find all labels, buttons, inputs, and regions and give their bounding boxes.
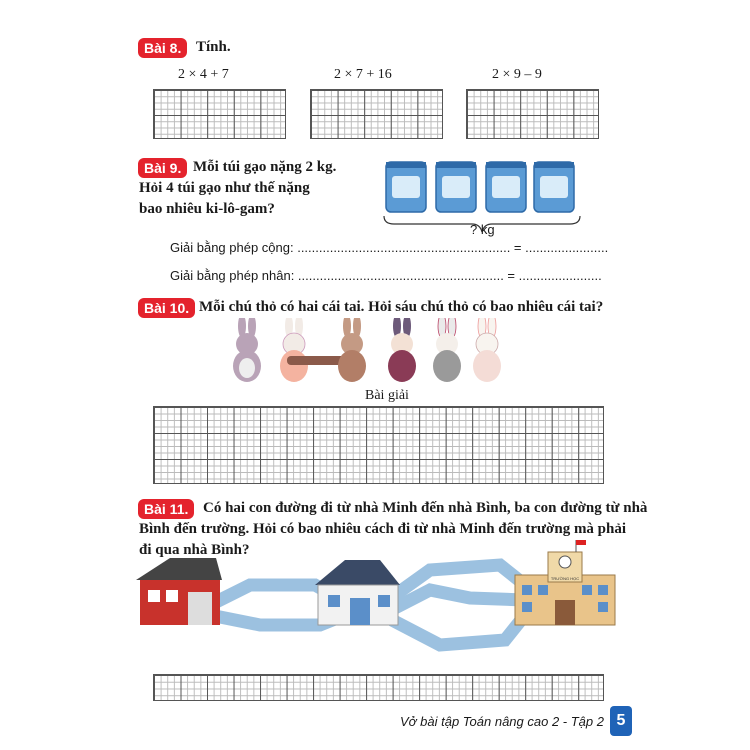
bai8-expr-1: 2 × 4 + 7: [178, 67, 229, 82]
bai11-line3: đi qua nhà Bình?: [139, 542, 250, 558]
bai9-line3: bao nhiêu ki-lô-gam?: [139, 201, 275, 217]
rabbit-icon: [388, 318, 416, 382]
bai8-grid-2[interactable]: [310, 89, 443, 139]
bai11-badge: Bài 11.: [138, 499, 194, 519]
rabbit-icon: [433, 318, 461, 382]
bai8-expr-3: 2 × 9 – 9: [492, 67, 542, 82]
minh-house-icon: [136, 558, 222, 625]
bai10-badge: Bài 10.: [138, 298, 195, 318]
bai10-question: Mỗi chú thỏ có hai cái tai. Hỏi sáu chú thỏ có bao nhiêu cái tai?: [199, 299, 604, 315]
bai8-expr-2: 2 × 7 + 16: [334, 67, 392, 82]
rabbits-illustration: [215, 318, 505, 388]
bai11-answer-grid[interactable]: [153, 674, 604, 701]
rice-bag-icon: [486, 162, 526, 212]
roads-illustration: [130, 540, 620, 665]
bai10-answer-grid[interactable]: [153, 406, 604, 484]
rabbit-icon: [280, 318, 308, 382]
rice-bag-icon: [436, 162, 476, 212]
bai11-line2: Bình đến trường. Hỏi có bao nhiêu cách đi từ nhà Minh đến trường mà phải: [139, 521, 627, 537]
rabbit-icon: [473, 318, 501, 382]
road-path: [395, 590, 525, 608]
school-icon: [515, 540, 615, 625]
footer-book-title: Vở bài tập Toán nâng cao 2 - Tập 2: [400, 714, 604, 729]
bai8-badge: Bài 8.: [138, 38, 187, 58]
bai10-solution-label: Bài giải: [365, 388, 409, 403]
road-path: [392, 615, 525, 645]
bai9-line2: Hỏi 4 túi gạo như thế nặng: [139, 180, 310, 196]
bai8-grid-1[interactable]: [153, 89, 286, 139]
school-sign: TRƯỜNG HỌC: [550, 576, 580, 581]
bai9-brace-label: ? kg: [470, 222, 495, 237]
rice-bag-icon: [386, 162, 426, 212]
bai9-add-line[interactable]: Giải bằng phép cộng: ........................................................... = .......................: [170, 240, 609, 255]
bai8-title: Tính.: [196, 39, 231, 55]
bai9-mul-line[interactable]: Giải bằng phép nhân: ......................................................... = .......................: [170, 268, 602, 283]
bai9-badge: Bài 9.: [138, 158, 187, 178]
bai8-grid-3[interactable]: [466, 89, 599, 139]
page-number: 5: [610, 706, 632, 736]
rabbit-icon: [233, 318, 261, 382]
rabbit-icon: [338, 318, 366, 382]
bai11-line1: Có hai con đường đi từ nhà Minh đến nhà Bình, ba con đường từ nhà: [203, 500, 648, 516]
rice-bag-icon: [534, 162, 574, 212]
binh-house-icon: [315, 560, 400, 625]
bai9-line1: Mỗi túi gạo nặng 2 kg.: [193, 159, 337, 175]
